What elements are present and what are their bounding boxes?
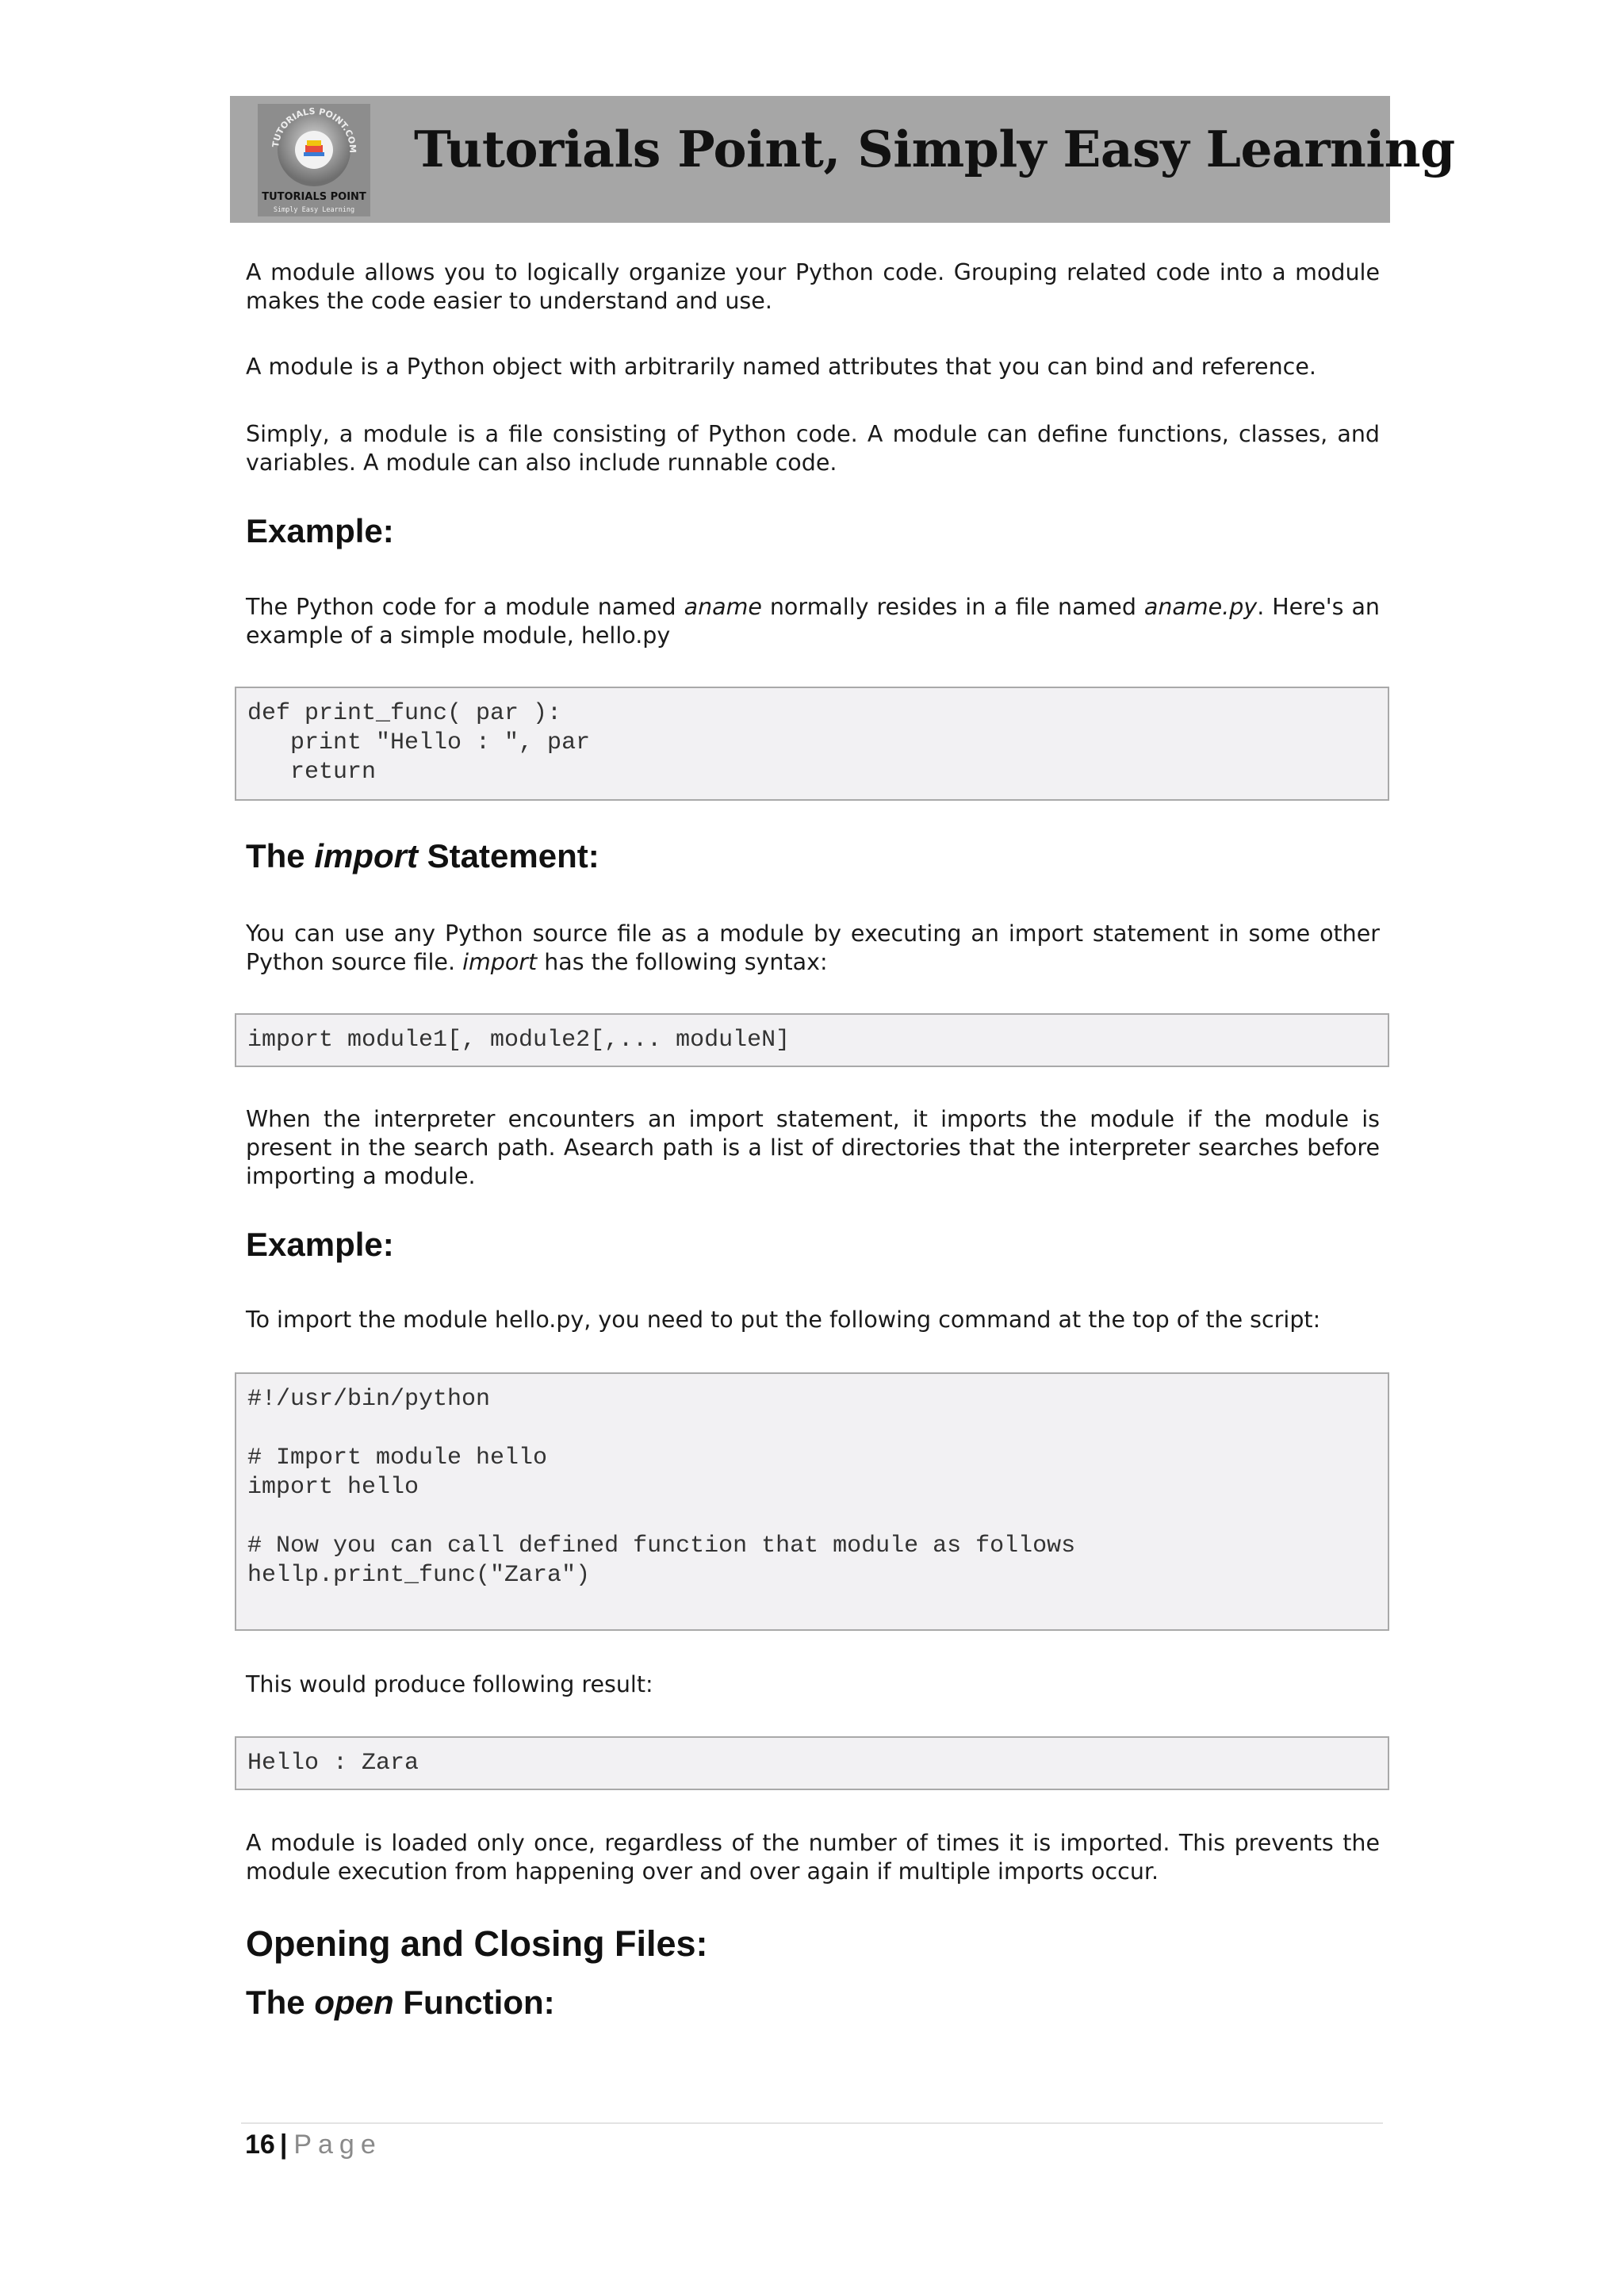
code-text: import module1[, module2[,... moduleN] <box>247 1027 791 1054</box>
paragraph <box>246 1829 1380 1886</box>
footer-divider <box>241 2122 1383 2124</box>
heading-import-statement: The import Statement: <box>246 837 599 874</box>
paragraph <box>246 1306 1380 1334</box>
page-word: Page <box>293 2130 382 2160</box>
paragraph-text: To import the module hello.py, you need to put the following command at the top of the script: <box>246 1307 1321 1333</box>
paragraph <box>246 1670 1380 1699</box>
code-block <box>235 687 1389 801</box>
paragraph-text: This would produce following result: <box>246 1671 653 1697</box>
page-number: 16 <box>245 2130 275 2160</box>
logo-name: TUTORIALS POINT <box>262 191 366 203</box>
code-text: def print_func( par ): print "Hello : ", par return <box>247 700 591 786</box>
paragraph-text: A module allows you to logically organize your Python code. Grouping related code into a module makes the code easier to understand and use. <box>246 259 1380 314</box>
section-heading <box>246 1923 1380 1965</box>
heading-open-function: The open Function: <box>246 1984 555 2021</box>
paragraph <box>246 420 1380 477</box>
paragraph <box>246 920 1380 977</box>
section-heading <box>246 837 1380 875</box>
heading-opening-closing-files: Opening and Closing Files: <box>246 1923 708 1964</box>
paragraph <box>246 593 1380 650</box>
tutorials-point-logo <box>258 104 370 216</box>
paragraph-text: When the interpreter encounters an import statement, it imports the module if the module is present in the search path. Asearch path is a list of directories that the interpreter searches before importing a module. <box>246 1106 1380 1189</box>
paragraph-text: A module is a Python object with arbitrarily named attributes that you can bind and reference. <box>246 354 1316 380</box>
paragraph-text: Simply, a module is a file consisting of Python code. A module can define functions, classes, and variables. A module can also include runnable code. <box>246 421 1380 476</box>
heading-example: Example: <box>246 512 394 549</box>
heading-example: Example: <box>246 1226 394 1263</box>
paragraph-text: The Python code for a module named aname normally resides in a file named aname.py. Here's an example of a simple module, hello.py <box>246 594 1380 649</box>
code-block <box>235 1736 1389 1790</box>
page-header <box>230 96 1455 223</box>
page-footer <box>245 2130 382 2160</box>
code-block <box>235 1372 1389 1631</box>
code-text: Hello : Zara <box>247 1750 419 1777</box>
section-heading <box>246 512 1380 550</box>
section-heading <box>246 1226 1380 1264</box>
logo-tagline: Simply Easy Learning <box>273 206 355 214</box>
code-text: #!/usr/bin/python # Import module hello import hello # Now you can call defined function that module as follows hellp.print_func("Zara") <box>247 1386 1076 1589</box>
header-title: Tutorials Point, Simply Easy Learning <box>414 120 1455 178</box>
logo-arc-text: TUTORIALS POINT.COM <box>270 105 358 154</box>
code-block <box>235 1013 1389 1067</box>
footer-separator: | <box>279 2130 288 2160</box>
paragraph <box>246 258 1380 316</box>
paragraph-text: You can use any Python source file as a module by executing an import statement in some other Python source file. import has the following syntax: <box>246 920 1380 975</box>
paragraph <box>246 1105 1380 1191</box>
section-heading <box>246 1984 1380 2022</box>
paragraph <box>246 353 1380 381</box>
paragraph-text: A module is loaded only once, regardless of the number of times it is imported. This prevents the module execution from happening over and over again if multiple imports occur. <box>246 1830 1380 1885</box>
